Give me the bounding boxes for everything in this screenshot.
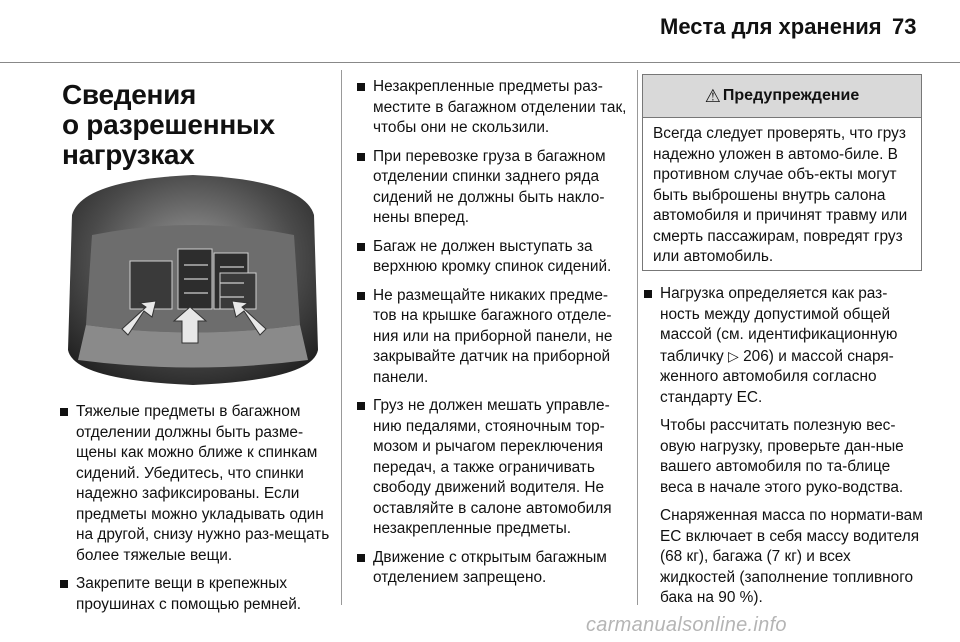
bullet-item: [642, 284, 926, 408]
paragraph: Чтобы рассчитать полезную вес-овую нагрузку, проверьте дан-ные вашего автомобиля по та-блице веса в начале этого руко-водства.: [660, 417, 904, 496]
bullet-item: Тяжелые предметы в багажном отделении должны быть разме-щены как можно ближе к спинкам сидений. Убедитесь, что спинки надежно зафиксированы. Если предметы можно укладывать один на другой, снизу нужно раз-мещать более тяжелые вещи.: [58, 402, 334, 566]
bullet-text: ) и массой снаря-женного автомобиля согласно стандарту ЕС.: [660, 347, 894, 406]
warning-header: [643, 75, 921, 118]
header-title: Места для хранения: [660, 14, 882, 39]
bullet-text: Нагрузка определяется как раз-ность между допустимой общей массой (см. идентификационную табличку: [660, 285, 898, 365]
watermark: carmanualsonline.info: [586, 614, 787, 636]
page-reference-icon: ▷: [728, 347, 739, 364]
warning-triangle-icon: ⚠: [704, 85, 721, 106]
page-number: 73: [892, 14, 917, 39]
paragraph: Снаряженная масса по нормати-вам ЕС включает в себя массу водителя (68 кг), багажа (7 кг) и всех жидкостей (заполнение топливного бака на 90 %).: [660, 507, 923, 606]
bullet-item: Закрепите вещи в крепежных проушинах с помощью ремней.: [58, 574, 334, 615]
bullet-item: Груз не должен мешать управле-нию педалями, стояночным тор-мозом и рычагом переключения передач, а также ограничивать свободу движений водителя. Не оставляйте в салоне автомобиля незакрепленные предметы.: [355, 396, 627, 540]
running-header: [0, 0, 960, 63]
bullet-item: Багаж не должен выступать за верхнюю кромку спинок сидений.: [355, 237, 627, 278]
cargo-area-illustration: [62, 175, 324, 385]
column-divider-left: [341, 70, 342, 605]
heading-line: Сведения: [62, 79, 197, 110]
bullet-item: Не размещайте никаких предме-тов на крышке багажного отделе-ния или на приборной панели, не закрывайте датчик на приборной панели.: [355, 286, 627, 389]
section-heading: [62, 80, 332, 170]
heading-line: о разрешенных: [62, 109, 275, 140]
bullet-item: При перевозке груза в багажном отделении спинки заднего ряда сидений не должны быть накло-нены вперед.: [355, 147, 627, 229]
page-reference-link[interactable]: 206: [743, 347, 769, 365]
bullet-item: Движение с открытым багажным отделением запрещено.: [355, 548, 627, 589]
left-column: [58, 402, 334, 623]
warning-box: [642, 74, 922, 271]
bullet-item: Незакрепленные предметы раз-местите в багажном отделении так, чтобы они не скользили.: [355, 77, 627, 139]
warning-title: Предупреждение: [722, 87, 860, 104]
heading-line: нагрузках: [62, 139, 195, 170]
warning-text: Всегда следует проверять, что груз надежно уложен в автомо-биле. В противном случае объ-екты могут быть выброшены внутрь салона автомобиля и причинят травму или смерть пассажирам, повредят груз или автомобиль.: [653, 125, 908, 265]
middle-column: [355, 77, 627, 597]
right-column: [642, 284, 926, 617]
column-divider-right: [637, 70, 638, 605]
